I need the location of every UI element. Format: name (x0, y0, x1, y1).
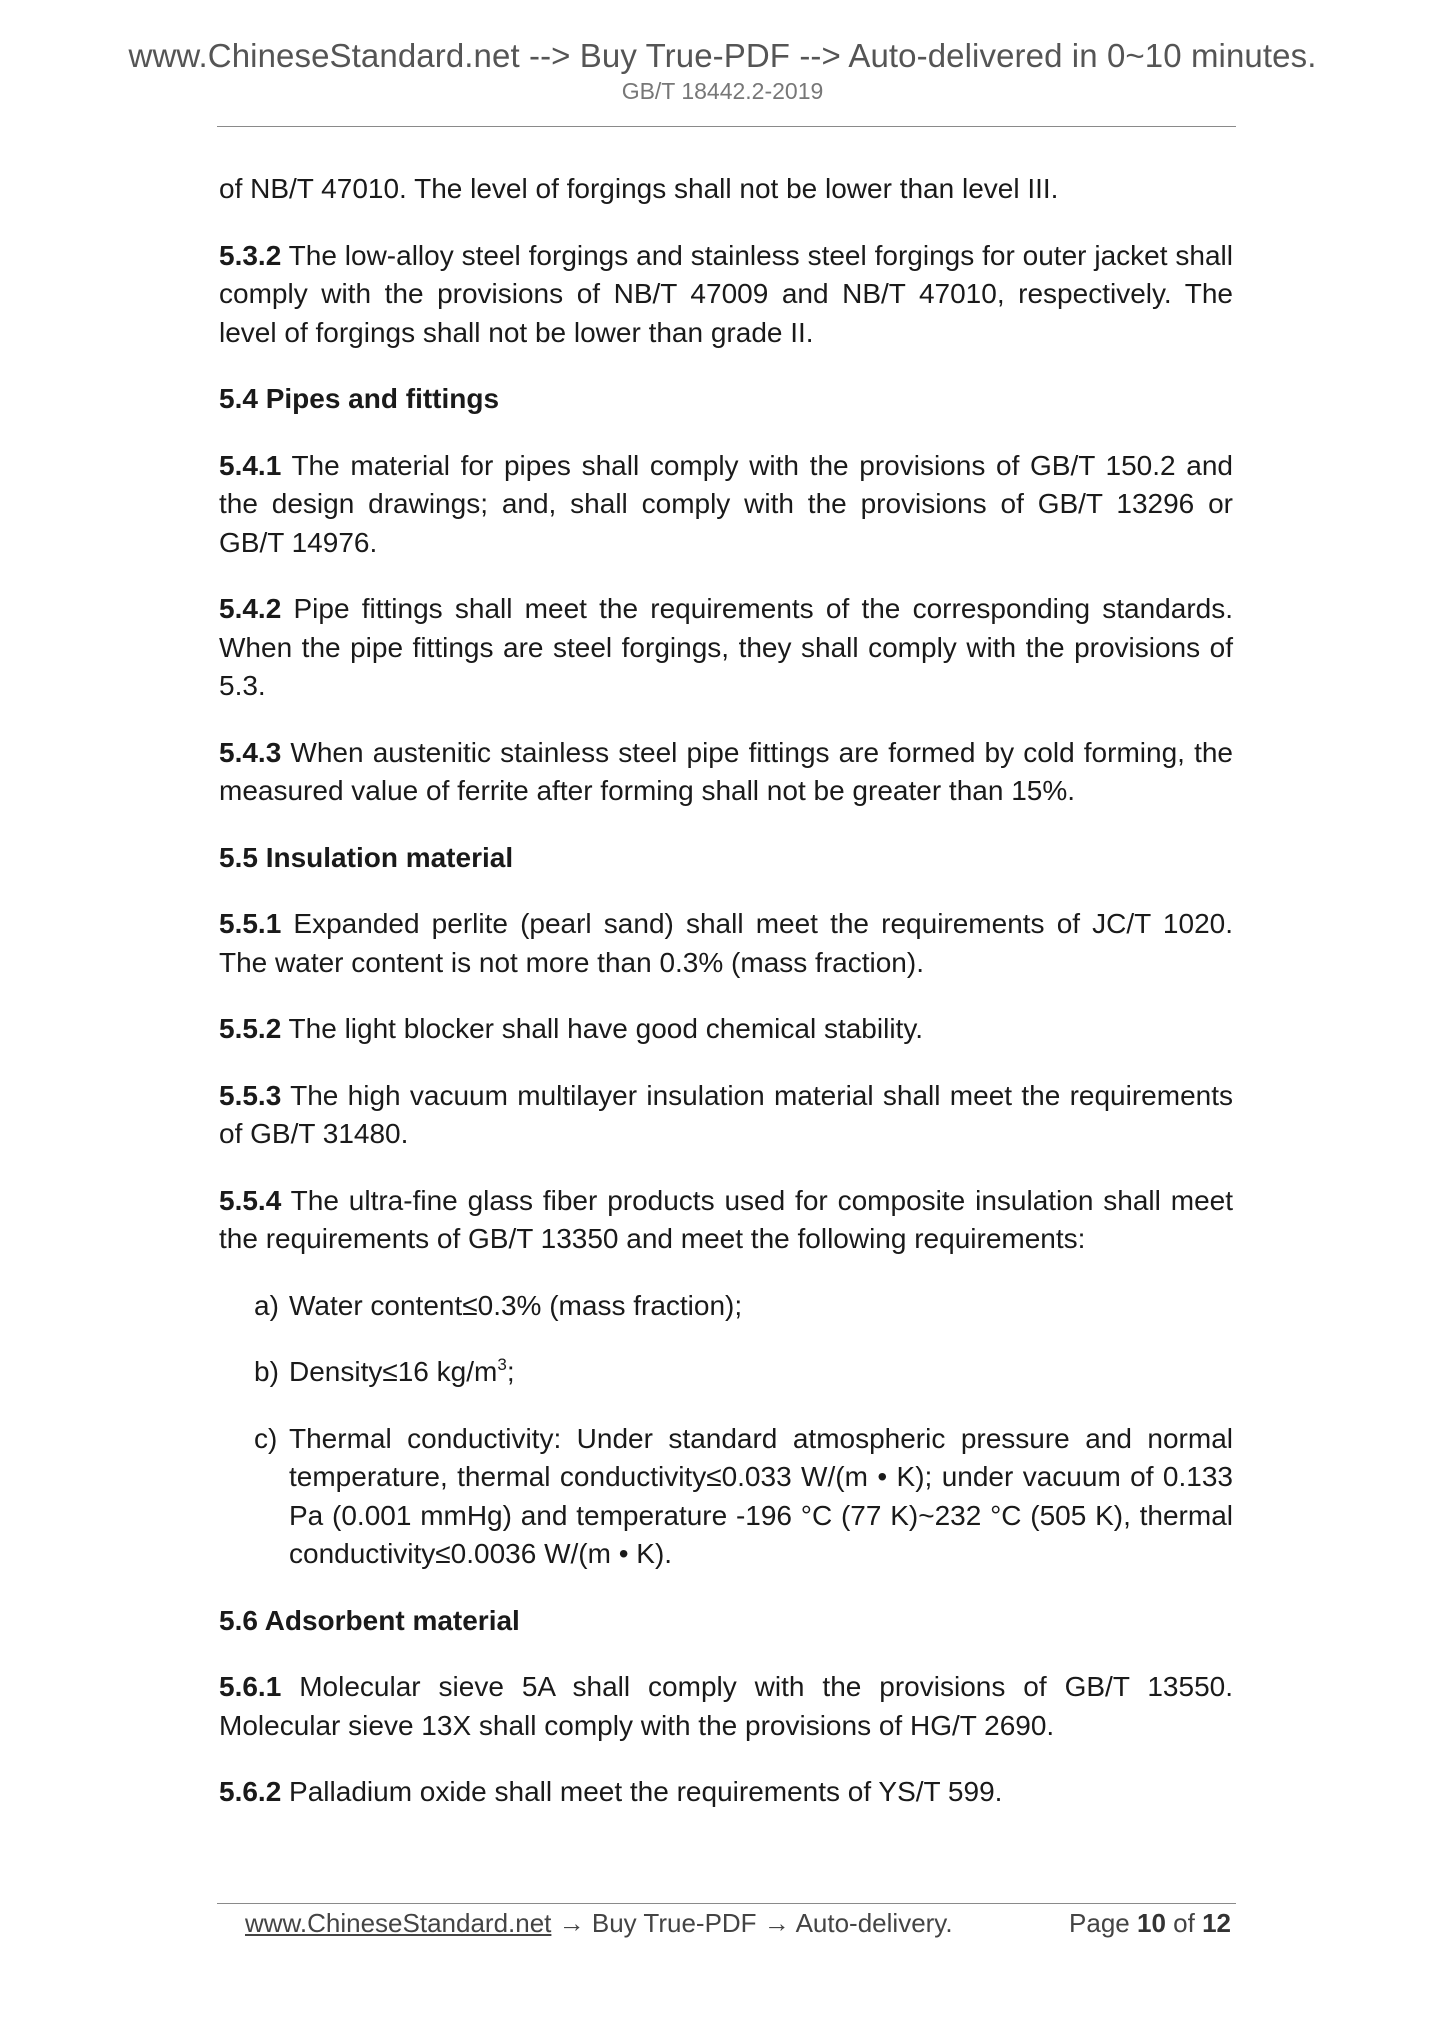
clause-5-5-4 (219, 1182, 1233, 1259)
clause-text: Molecular sieve 5A shall comply with the provisions of GB/T 13550. Molecular sieve 13X shall comply with the provisions of HG/T 2690. (219, 1671, 1233, 1741)
clause-text: The low-alloy steel forgings and stainless steel forgings for outer jacket shall comply with the provisions of NB/T 47009 and NB/T 47010, respectively. The level of forgings shall not be lower than grade II. (219, 239, 1233, 348)
header-divider (217, 126, 1236, 127)
paragraph-continuation: of NB/T 47010. The level of forgings shall not be lower than level III. (219, 173, 1059, 204)
clause-text: Expanded perlite (pearl sand) shall meet the requirements of JC/T 1020. The water content is not more than 0.3% (mass fraction). (219, 908, 1233, 978)
clause-5-3-2 (219, 237, 1233, 353)
clause-number: 5.5.4 (219, 1184, 282, 1216)
clause-number: 5.5.3 (219, 1079, 282, 1111)
clause-text: The ultra-fine glass fiber products used for composite insulation shall meet the requirements of GB/T 13350 and meet the following requirements: (219, 1184, 1233, 1254)
section-heading-5-5: 5.5 Insulation material (219, 841, 514, 873)
footer-promo (245, 1904, 953, 1942)
clause-5-5-3 (219, 1077, 1233, 1154)
clause-number: 5.5.1 (219, 908, 282, 939)
section-heading-5-4: 5.4 Pipes and fittings (219, 383, 500, 414)
list-item-text: Thermal conductivity: Under standard atmospheric pressure and normal temperature, thermal conductivity≤0.033 W/(m • K); under vacuum of 0.133 Pa (0.001 mmHg) and temperature -196 °C (77 K)~232 °C (505 K), thermal conductivity≤0.0036 W/(m • K). (289, 1422, 1233, 1569)
clause-text: Palladium oxide shall meet the requirements of YS/T 599. (281, 1776, 1003, 1807)
superscript-exponent: 3 (497, 1355, 507, 1374)
clause-text: The light blocker shall have good chemical stability. (281, 1013, 924, 1044)
clause-5-4-3 (219, 734, 1233, 811)
page-indicator (1069, 1904, 1231, 1942)
clause-5-5-2 (219, 1010, 1233, 1049)
list-item-c (254, 1420, 1233, 1574)
clause-number: 5.4.2 (219, 593, 282, 624)
document-body (219, 170, 1233, 1840)
list-item-text (289, 1353, 1233, 1392)
clause-text: The material for pipes shall comply with the provisions of GB/T 150.2 and the design drawings; and, shall comply with the provisions of GB/T 13296 or GB/T 14976. (219, 449, 1233, 558)
clause-5-4-2 (219, 590, 1233, 706)
current-page-number: 10 (1137, 1908, 1166, 1938)
list-marker: b) (254, 1356, 279, 1387)
clause-text: The high vacuum multilayer insulation material shall meet the requirements of GB/T 31480. (219, 1079, 1233, 1149)
footer-website-link[interactable]: www.ChineseStandard.net (245, 1908, 552, 1938)
clause-number: 5.4.3 (219, 736, 282, 768)
header-standard-number: GB/T 18442.2-2019 (621, 78, 824, 104)
page-label: Page (1069, 1908, 1130, 1938)
trailing-punctuation: ; (506, 1356, 515, 1387)
list-marker: a) (254, 1289, 279, 1321)
total-pages-number: 12 (1202, 1908, 1231, 1938)
clause-5-4-1 (219, 447, 1233, 563)
clause-text: When austenitic stainless steel pipe fittings are formed by cold forming, the measured value of ferrite after forming shall not be greater than 15%. (219, 736, 1233, 806)
clause-number: 5.6.2 (219, 1776, 282, 1807)
density-text: Density≤16 kg/m (289, 1356, 498, 1387)
header-banner: www.ChineseStandard.net --> Buy True-PDF --> Auto-delivered in 0~10 minutes. (128, 37, 1317, 74)
section-heading-5-6: 5.6 Adsorbent material (219, 1604, 520, 1636)
clause-5-5-1 (219, 905, 1233, 982)
clause-number: 5.6.1 (219, 1671, 282, 1702)
list-item-b (254, 1353, 1233, 1392)
clause-number: 5.4.1 (219, 449, 282, 481)
clause-text: Pipe fittings shall meet the requirements of the corresponding standards. When the pipe fittings are steel forgings, they shall comply with the provisions of 5.3. (219, 593, 1233, 701)
page-header (0, 36, 1445, 105)
clause-5-6-1 (219, 1668, 1233, 1745)
of-label: of (1173, 1908, 1195, 1938)
list-item-text: Water content≤0.3% (mass fraction); (289, 1289, 743, 1321)
clause-number: 5.5.2 (219, 1013, 282, 1044)
list-item-a (254, 1287, 1233, 1326)
footer-promo-text: → Buy True-PDF → Auto-delivery. (551, 1908, 953, 1938)
clause-5-6-2 (219, 1773, 1233, 1812)
clause-number: 5.3.2 (219, 239, 282, 271)
list-marker: c) (254, 1422, 278, 1454)
